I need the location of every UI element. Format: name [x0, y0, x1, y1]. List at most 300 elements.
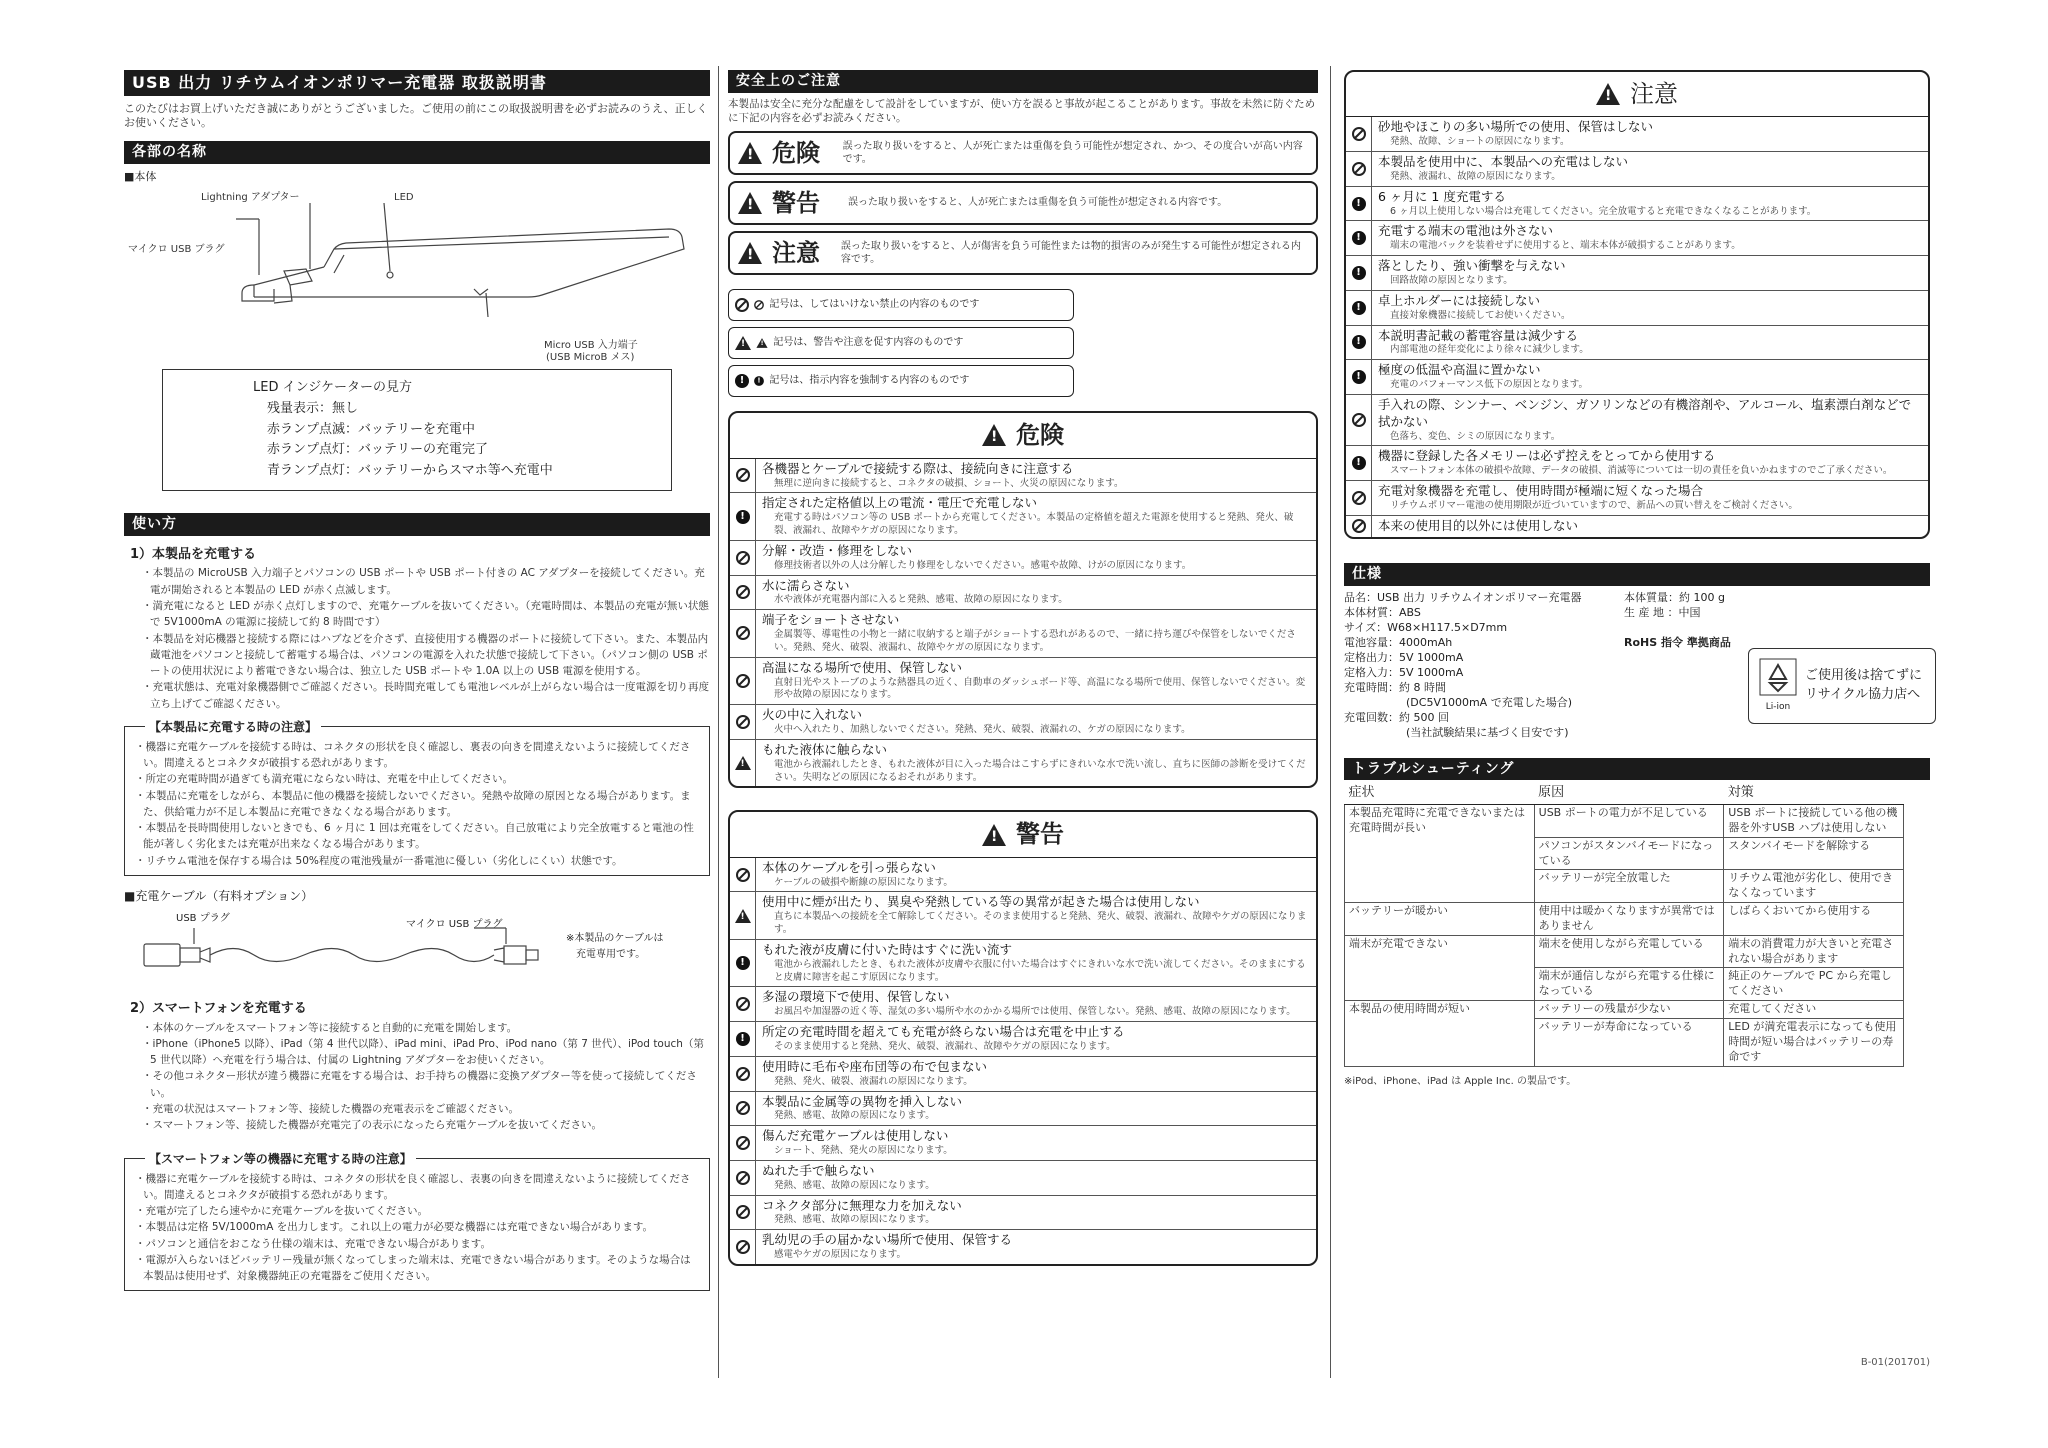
level-desc: 誤った取り扱いをすると、人が死亡または重傷を負う可能性が想定される内容です。: [848, 197, 1228, 209]
mandatory-icon: !: [735, 374, 749, 388]
recycle-icon-wrap: [1757, 657, 1799, 714]
prohibit-icon: [736, 1101, 750, 1115]
charging-caution-item: ・所定の充電時間が過ぎても満充電にならない時は、充電を中止してください。: [135, 773, 513, 786]
fix-cell: LED が満充電表示になっても使用時間が短い場合はバッテリーの寿命です: [1724, 1019, 1904, 1067]
item-heading: 本製品を使用中に、本製品への充電はしない: [1378, 154, 1629, 170]
item-icon-cell: [1346, 360, 1372, 394]
item-detail: 回路故障の原因となります。: [1390, 275, 1513, 287]
item-detail: 直ちに本製品への接続を全て解除してください。そのまま使用すると発熱、発火、破裂、液漏れ、故障やケガの原因になります。: [774, 911, 1307, 936]
cause-cell: バッテリーが完全放電した: [1534, 870, 1724, 903]
legend-row: 赤ランプ点灯：バッテリーの充電完了: [267, 442, 489, 458]
item-text: [756, 541, 1197, 575]
prohibit-icon: [736, 1171, 750, 1185]
recycle-text-2: リサイクル協力店へ: [1805, 686, 1921, 702]
warning-list: [730, 858, 1316, 1264]
safety-item: [1346, 446, 1928, 481]
spec-size: サイズ：W68×H117.5×D7mm: [1344, 620, 1508, 634]
document-code: B-01(201701): [1860, 1357, 1930, 1368]
prohibit-icon: [736, 585, 750, 599]
body-label: ■本体: [124, 170, 157, 184]
col-fix: 対策: [1724, 782, 1904, 804]
spec-capacity: 電池容量：4000mAh: [1344, 635, 1453, 649]
cause-cell: バッテリーが寿命になっている: [1534, 1019, 1724, 1067]
item-heading: 本説明書記載の蓄電容量は減少する: [1378, 327, 1579, 343]
item-text: [1372, 516, 1584, 537]
cable-note-1: ※本製品のケーブルは: [566, 933, 664, 945]
warning-triangle-icon: [738, 192, 762, 214]
cable-illustration: [134, 922, 554, 992]
danger-box: [728, 411, 1318, 788]
spec-charge-time-note: (DC5V1000mA で充電した場合): [1406, 695, 1572, 709]
item-text: [756, 1057, 993, 1091]
item-text: [756, 940, 1316, 987]
item-heading: 極度の低温や高温に置かない: [1378, 362, 1541, 378]
item-icon-cell: [730, 1196, 756, 1230]
safety-item: [730, 858, 1316, 893]
smartphone-caution-box: [124, 1151, 710, 1292]
mandatory-icon: !: [736, 1032, 750, 1046]
item-heading: 本来の使用目的以外には使用しない: [1378, 517, 1579, 533]
cable-title: ■充電ケーブル（有料オプション）: [124, 888, 314, 903]
caution-title: 注意: [1630, 80, 1678, 108]
item-heading: 手入れの際、シンナー、ベンジン、ガソリンなどの有機溶剤や、アルコール、塩素漂白剤などで拭かない: [1378, 396, 1912, 429]
item-icon-cell: [730, 987, 756, 1021]
caution-list: [1346, 117, 1928, 536]
item-detail: 発熱、発火、破裂、液漏れの原因になります。: [774, 1075, 973, 1087]
item-detail: 火中へ入れたり、加熱しないでください。発熱、発火、破裂、液漏れの、ケガの原因になります。: [774, 724, 1191, 736]
cable-diagram: [124, 908, 710, 998]
fix-cell: USB ポートに接続している他の機器を外すUSB ハブは使用しない: [1724, 805, 1904, 838]
item-text: [756, 459, 1130, 493]
item-icon-cell: [730, 493, 756, 540]
caution-triangle-icon: [735, 756, 751, 770]
item-heading: 多湿の環境下で使用、保管しない: [762, 989, 950, 1005]
item-icon-cell: [730, 1022, 756, 1056]
safety-item: [730, 541, 1316, 576]
table-row: [1345, 805, 1904, 838]
item-detail: 発熱、感電、故障の原因になります。: [774, 1179, 935, 1191]
level-warning: [728, 181, 1318, 225]
item-heading: ぬれた手で触らない: [762, 1162, 875, 1178]
item-text: [1372, 256, 1572, 290]
charging-caution-item: ・機器に充電ケーブルを接続する時は、コネクタの形状を良く確認し、裏表の向きを間違えないように接続してください。間違えるとコネクタが破損する恐れがあります。: [135, 740, 691, 770]
label-micro-usb-port-type: (USB MicroB メス): [546, 352, 635, 364]
level-desc: 誤った取り扱いをすると、人が傷害を負う可能性または物的損害のみが発生する可能性が想定される内容です。: [840, 240, 1301, 266]
item-detail: 修理技術者以外の人は分解したり修理をしないでください。感電や故障、けがの原因になります。: [774, 559, 1192, 571]
product-diagram: [124, 189, 710, 364]
item-detail: 端末の電池パックを装着せずに使用すると、端末本体が破損することがあります。: [1390, 240, 1741, 252]
trademark-footnote: ※iPod、iPhone、iPad は Apple Inc. の製品です。: [1344, 1075, 1577, 1087]
caution-triangle-icon: [735, 909, 751, 923]
led-indicator-legend: [162, 369, 672, 491]
warning-triangle-icon: [738, 142, 762, 164]
item-text: [756, 1126, 959, 1160]
usage-1-title: 1）本製品を充電する: [130, 546, 257, 562]
prohibit-icon: [1352, 491, 1366, 505]
mandatory-icon: !: [1352, 231, 1366, 245]
item-text: [756, 1022, 1131, 1056]
section-header-usage: 使い方: [124, 513, 710, 536]
item-icon-cell: [730, 459, 756, 493]
item-detail: 水や液体が充電器内部に入ると発熱、感電、故障の原因になります。: [774, 594, 1068, 606]
level-word: 注意: [772, 239, 820, 268]
item-icon-cell: [730, 858, 756, 892]
warning-triangle-icon: [982, 424, 1006, 446]
usage-2-title: 2）スマートフォンを充電する: [130, 1001, 307, 1017]
spec-origin: 生 産 地 ：中国: [1624, 605, 1701, 619]
symptom-cell: 本製品充電時に充電できないまたは充電時間が長い: [1345, 805, 1535, 903]
item-detail: 色落ち、変色、シミの原因になります。: [1390, 430, 1561, 442]
item-detail: 電池から液漏れしたとき、もれた液体が皮膚や衣服に付いた場合はすぐにきれいな水で洗い流してください。そのままにすると皮膚に障害を起こす原因になります。: [774, 958, 1306, 983]
table-row: [1345, 935, 1904, 968]
safety-item: [1346, 291, 1928, 326]
item-heading: 傷んだ充電ケーブルは使用しない: [762, 1128, 949, 1144]
recycle-mark-box: [1748, 648, 1936, 724]
usage-2-item: ・充電の状況はスマートフォン等、接続した機器の充電表示をご確認ください。: [142, 1103, 519, 1116]
item-text: [756, 1196, 968, 1230]
item-detail: ケーブルの破損や断線の原因になります。: [774, 876, 953, 888]
charging-caution-item: ・本製品を長時間使用しないときでも、6 ヶ月に 1 回は充電をしてください。自己放電により完全放電すると電池の性能が著しく劣化または充電が出来なくなる場合があります。: [135, 822, 694, 851]
item-icon-cell: [1346, 291, 1372, 325]
item-heading: 所定の充電時間を超えても充電が終らない場合は充電を中止する: [762, 1024, 1125, 1040]
item-heading: 卓上ホルダーには接続しない: [1378, 292, 1541, 308]
symbol-desc: 記号は、してはいけない禁止の内容のものです: [769, 299, 980, 311]
symbol-desc: 記号は、指示内容を強制する内容のものです: [769, 375, 970, 387]
item-text: [1372, 117, 1659, 151]
item-icon-cell: [1346, 117, 1372, 151]
item-icon-cell: [730, 705, 756, 739]
symptom-cell: 端末が充電できない: [1345, 935, 1535, 1000]
item-detail: ショート、発熱、発火の原因になります。: [774, 1145, 953, 1157]
cause-cell: 端末が通信しながら充電する仕様になっている: [1534, 968, 1724, 1001]
item-text: [1372, 326, 1595, 360]
item-heading: 機器に登録した各メモリーは必ず控えをとってから使用する: [1378, 448, 1716, 464]
safety-item: [730, 892, 1316, 940]
item-icon-cell: [730, 740, 756, 787]
legend-row: 青ランプ点灯：バッテリーからスマホ等へ充電中: [267, 463, 553, 479]
usage-2-item: ・スマートフォン等、接続した機器が充電完了の表示になったら充電ケーブルを抜いてください。: [142, 1119, 603, 1132]
item-icon-cell: [1346, 187, 1372, 221]
table-row: [1345, 903, 1904, 936]
safety-item: [730, 1196, 1316, 1231]
fix-cell: 充電してください: [1724, 1001, 1904, 1019]
item-icon-cell: [730, 610, 756, 657]
symbol-desc: 記号は、警告や注意を促す内容のものです: [773, 337, 964, 349]
item-heading: 水に濡らさない: [762, 577, 850, 593]
item-detail: スマートフォン本体の破損や故障、データの破損、消滅等については一切の責任を負いかねますのでご了承ください。: [1390, 465, 1893, 477]
warning-triangle-icon: [1596, 83, 1620, 105]
item-detail: 発熱、感電、故障の原因になります。: [774, 1214, 935, 1226]
item-icon-cell: [730, 1161, 756, 1195]
safety-item: [730, 610, 1316, 658]
safety-item: [1346, 221, 1928, 256]
mandatory-icon: !: [1352, 266, 1366, 280]
usage-1-item: ・本製品の MicroUSB 入力端子とパソコンの USB ポートや USB ポート付きの AC アダプターを接続してください。充電が開始されると本製品の LED が赤く点滅します。: [142, 567, 705, 596]
charging-caution-title: 【本製品に充電する時の注意】: [145, 719, 321, 735]
item-heading: 分解・改造・修理をしない: [762, 542, 913, 558]
item-heading: 指定された定格値以上の電流・電圧で充電しない: [762, 495, 1038, 511]
item-icon-cell: [730, 892, 756, 939]
safety-item: [1346, 326, 1928, 361]
item-detail: 発熱、液漏れ、故障の原因になります。: [1390, 170, 1561, 182]
mandatory-icon: !: [736, 510, 750, 524]
section-header-spec: 仕様: [1344, 563, 1930, 586]
smartphone-caution-item: ・パソコンと通信をおこなう仕様の端末は、充電できない場合があります。: [135, 1237, 491, 1250]
legend-title: LED インジケーターの見方: [253, 380, 413, 396]
col-cause: 原因: [1534, 782, 1724, 804]
spec-weight: 本体質量：約 100 g: [1624, 590, 1725, 604]
item-icon-cell: [730, 658, 756, 705]
label-led: LED: [394, 192, 414, 204]
smartphone-caution-title: 【スマートフォン等の機器に充電する時の注意】: [145, 1151, 416, 1167]
item-icon-cell: [1346, 221, 1372, 255]
item-icon-cell: [730, 1057, 756, 1091]
item-heading: 使用中に煙が出たり、異臭や発熱している等の異常が起きた場合は使用しない: [762, 894, 1200, 910]
spec-charge-time: 充電時間：約 8 時間: [1344, 680, 1446, 694]
item-icon-cell: [730, 1126, 756, 1160]
symbol-mandatory-row: [728, 365, 1074, 397]
prohibit-icon: [736, 1136, 750, 1150]
item-icon-cell: [730, 1230, 756, 1264]
mandatory-icon: !: [1352, 370, 1366, 384]
item-detail: 直射日光やストーブのような熱器具の近く、自動車のダッシュボード等、高温になる場所で使用、保管しないでください。変形や故障の原因になります。: [774, 676, 1306, 701]
item-heading: 各機器とケーブルで接続する際は、接続向きに注意する: [762, 460, 1074, 476]
label-micro-usb-port: Micro USB 入力端子: [544, 340, 638, 352]
fix-cell: スタンバイモードを解除する: [1724, 837, 1904, 870]
item-text: [756, 1092, 968, 1126]
item-text: [756, 576, 1074, 610]
item-detail: 発熱、感電、故障の原因になります。: [774, 1110, 935, 1122]
safety-item: [730, 705, 1316, 740]
safety-item: [1346, 360, 1928, 395]
safety-item: [730, 1230, 1316, 1264]
usage-2-item: ・iPhone（iPhone5 以降）、iPad（第 4 世代以降）、iPad mini、iPad Pro、iPod nano（第 7 世代）、iPod touch（第 5 世代以降）へ充電を行う場合は、付属の Lightning アダプターをお使いください。: [142, 1037, 704, 1067]
intro-text: このたびはお買上げいただき誠にありがとうございました。ご使用の前にこの取扱説明書を必ずお読みのうえ、正しくお使いください。: [124, 101, 708, 130]
symptom-cell: バッテリーが暖かい: [1345, 903, 1535, 936]
caution-triangle-icon: [735, 336, 751, 350]
charging-caution-item: ・本製品に充電をしながら、本製品に他の機器を接続しないでください。発熱や故障の原因となる場合があります。また、供給電力が不足し本製品に充電できなくなる場合があります。: [135, 789, 691, 818]
safety-item: [730, 1092, 1316, 1127]
safety-intro: 本製品は安全に充分な配慮をして設計をしていますが、使い方を誤ると事故が起こることがあります。事故を未然に防ぐために下記の内容を必ずお読みください。: [728, 97, 1316, 125]
item-detail: そのまま使用すると発熱、発火、破裂、液漏れ、故障やケガの原因になります。: [774, 1041, 1116, 1053]
level-caution: [728, 231, 1318, 275]
cause-cell: パソコンがスタンバイモードになっている: [1534, 837, 1724, 870]
power-bank-illustration: [124, 189, 710, 359]
item-detail: 無理に逆向きに接続すると、コネクタの破損、ショート、火災の原因になります。: [774, 477, 1124, 489]
danger-list: [730, 459, 1316, 787]
recycle-text-1: ご使用後は捨てずに: [1805, 668, 1923, 684]
item-icon-cell: [1346, 395, 1372, 446]
prohibit-icon: [736, 1240, 750, 1254]
table-row: [1345, 1001, 1904, 1019]
item-detail: 発熱、故障、ショートの原因になります。: [1390, 136, 1570, 148]
item-text: [756, 1161, 941, 1195]
safety-item: [1346, 256, 1928, 291]
fix-cell: 端末の消費電力が大きいと充電されない場合があります: [1724, 935, 1904, 968]
prohibit-icon: [754, 300, 764, 310]
symptom-cell: 本製品の使用時間が短い: [1345, 1001, 1535, 1066]
item-detail: 感電やケガの原因になります。: [774, 1249, 907, 1261]
label-lightning-adapter: Lightning アダプター: [201, 192, 300, 204]
usage-2-item: ・その他コネクター形状が違う機器に充電をする場合は、お手持ちの機器に変換アダプター等を使って接続してください。: [142, 1070, 697, 1099]
column-3: [1344, 70, 1930, 1088]
item-text: [756, 858, 959, 892]
spec-cycles: 充電回数：約 500 回: [1344, 710, 1449, 724]
safety-item: [730, 1057, 1316, 1092]
usage-1-item: ・満充電になると LED が赤く点灯しますので、充電ケーブルを抜いてください。（充電時間は、本製品の充電が無い状態で 5V1000mA の電源に接続して約 8 時間です）: [142, 599, 709, 629]
prohibit-icon: [736, 715, 750, 729]
item-heading: 端子をショートさせない: [762, 612, 900, 628]
prohibit-icon: [1352, 519, 1366, 533]
item-heading: 火の中に入れない: [762, 707, 863, 723]
troubleshooting-table: [1344, 782, 1904, 1066]
item-detail: 充電のパフォーマンス低下の原因となります。: [1390, 379, 1588, 391]
item-icon-cell: [730, 1092, 756, 1126]
safety-item: [1346, 152, 1928, 187]
col-symptom: 症状: [1345, 782, 1535, 804]
safety-item: [730, 1126, 1316, 1161]
fix-cell: 純正のケーブルで PC から充電してください: [1724, 968, 1904, 1001]
warning-triangle-icon: [738, 242, 762, 264]
item-heading: 本体のケーブルを引っ張らない: [762, 859, 936, 875]
item-heading: もれた液体に触らない: [762, 741, 888, 757]
prohibit-icon: [1352, 413, 1366, 427]
mandatory-icon: !: [1352, 335, 1366, 349]
mandatory-icon: !: [736, 956, 750, 970]
level-danger: [728, 131, 1318, 175]
usage-1-item: ・本製品を対応機器と接続する際にはハブなどを介さず、直接使用する機器のポートに接続して下さい。また、本製品内蔵電池をパソコンと接続して蓄電する場合は、パソコンの電源を入れた状態で接続して下さい。（パソコン側の USB ポートの使用状況により蓄電できない場合は、独立した USB ポートや 1.0A 以上の USB 電源を使用する。: [142, 632, 709, 678]
mandatory-icon: !: [754, 376, 764, 386]
spec-block: [1344, 590, 1930, 750]
item-text: [1372, 360, 1594, 394]
item-text: [1372, 481, 1804, 515]
smartphone-caution-item: ・機器に充電ケーブルを接続する時は、コネクタの形状を良く確認し、表裏の向きを間違えないように接続してください。間違えるとコネクタが破損する恐れがあります。: [135, 1172, 691, 1201]
item-text: [756, 658, 1316, 705]
safety-item: [730, 1161, 1316, 1196]
item-text: [756, 705, 1197, 739]
spec-rohs: RoHS 指令 準拠商品: [1624, 635, 1731, 649]
caution-triangle-icon: [757, 338, 768, 348]
document-title: USB 出力 リチウムイオンポリマー充電器 取扱説明書: [124, 70, 710, 96]
recycle-icon: [1758, 657, 1798, 697]
column-2: [728, 70, 1318, 1266]
section-header-troubleshooting: トラブルシューティング: [1344, 758, 1930, 781]
item-heading: コネクタ部分に無理な力を加えない: [762, 1197, 962, 1213]
level-word: 危険: [772, 139, 820, 168]
caution-box: [1344, 70, 1930, 539]
item-icon-cell: [1346, 481, 1372, 515]
item-icon-cell: [1346, 516, 1372, 537]
prohibit-icon: [736, 1067, 750, 1081]
spec-input: 定格入力：5V 1000mA: [1344, 665, 1464, 679]
smartphone-caution-item: ・電源が入らないほどバッテリー残量が無くなってしまった端末は、充電できない場合があります。そのような場合は本製品は使用せず、対象機器純正の充電器をご使用ください。: [135, 1253, 691, 1283]
safety-item: [730, 493, 1316, 541]
item-text: [756, 987, 1302, 1021]
column-1: [124, 70, 710, 1291]
prohibit-icon: [736, 626, 750, 640]
item-text: [1372, 446, 1898, 480]
spec-cycles-note: (当社試験結果に基づく目安です): [1406, 725, 1569, 739]
item-heading: 高温になる場所で使用、保管しない: [762, 659, 963, 675]
item-text: [1372, 395, 1928, 446]
item-heading: 乳幼児の手の届かない場所で使用、保管する: [762, 1232, 1013, 1248]
item-heading: 使用時に毛布や座布団等の布で包まない: [762, 1058, 988, 1074]
safety-item: [1346, 187, 1928, 222]
safety-item: [1346, 516, 1928, 537]
item-icon-cell: [730, 940, 756, 987]
item-text: [756, 892, 1316, 939]
fix-cell: リチウム電池が劣化し、使用できなくなっています: [1724, 870, 1904, 903]
prohibit-icon: [736, 997, 750, 1011]
prohibit-icon: [736, 1205, 750, 1219]
item-text: [756, 740, 1316, 787]
item-icon-cell: [1346, 326, 1372, 360]
warning-box: [728, 810, 1318, 1266]
prohibit-icon: [736, 674, 750, 688]
smartphone-caution-item: ・本製品は定格 5V/1000mA を出力します。これ以上の電力が必要な機器には充電できない場合があります。: [135, 1221, 654, 1234]
item-heading: 6 ヶ月に 1 度充電する: [1378, 188, 1506, 204]
prohibit-icon: [736, 551, 750, 565]
spec-name: 品名：USB 出力 リチウムイオンポリマー充電器: [1344, 590, 1582, 604]
spec-material: 本体材質：ABS: [1344, 605, 1421, 619]
item-text: [756, 493, 1316, 540]
level-desc: 誤った取り扱いをすると、人が死亡または重傷を負う可能性が想定され、かつ、その度合いが高い内容です。: [842, 140, 1303, 166]
charging-caution-item: ・リチウム電池を保存する場合は 50%程度の電池残量が一番電池に優しい（劣化しにくい）状態です。: [135, 854, 623, 867]
prohibit-icon: [1352, 127, 1366, 141]
cause-cell: USB ポートの電力が不足している: [1534, 805, 1724, 838]
prohibit-icon: [735, 298, 749, 312]
cause-cell: バッテリーの残量が少ない: [1534, 1001, 1724, 1019]
symbol-prohibit-row: [728, 289, 1074, 321]
item-detail: 6 ヶ月以上使用しない場合は充電してください。完全放電すると充電できなくなることがあります。: [1390, 205, 1817, 217]
prohibit-icon: [736, 468, 750, 482]
item-heading: 充電する端末の電池は外さない: [1378, 223, 1554, 239]
mandatory-icon: !: [1352, 197, 1366, 211]
item-heading: 落としたり、強い衝撃を与えない: [1378, 258, 1566, 274]
item-icon-cell: [1346, 256, 1372, 290]
charging-caution-box: [124, 719, 710, 876]
symbol-caution-row: [728, 327, 1074, 359]
column-divider-1: [718, 66, 719, 1378]
cable-usb-plug-label: USB プラグ: [176, 913, 230, 925]
label-micro-usb-plug: マイクロ USB ブラグ: [128, 244, 225, 256]
safety-item: [730, 740, 1316, 787]
item-icon-cell: [1346, 446, 1372, 480]
safety-item: [730, 576, 1316, 611]
safety-item: [730, 1022, 1316, 1057]
mandatory-icon: !: [1352, 456, 1366, 470]
column-divider-2: [1330, 66, 1331, 1378]
safety-item: [730, 987, 1316, 1022]
item-heading: 本製品に金属等の異物を挿入しない: [762, 1093, 963, 1109]
item-text: [1372, 221, 1747, 255]
warning-triangle-icon: [982, 824, 1006, 846]
safety-item: [730, 658, 1316, 706]
item-text: [1372, 152, 1634, 186]
item-detail: 金属製等、導電性の小物と一緒に収納すると端子がショートする恐れがあるので、一緒に持ち運びや保管をしないでください。発熱、発火、破裂、液漏れ、故障やケガの原因になります。: [774, 629, 1296, 653]
cable-note-2: 充電専用です。: [576, 949, 646, 961]
item-detail: 直接対象機器に接続してお使いください。: [1390, 309, 1571, 321]
item-detail: 電池から液漏れしたとき、もれた液体が目に入った場合はこすらずにきれいな水で洗い流し、直ちに医師の診断を受けてください。失明などの原因になるおそれがあります。: [774, 758, 1306, 783]
legend-row: 残量表示：無し: [267, 400, 359, 416]
danger-title: 危険: [1016, 421, 1064, 450]
section-header-safety: 安全上のご注意: [728, 70, 1318, 93]
level-word: 警告: [772, 189, 820, 218]
item-text: [1372, 291, 1577, 325]
usage-1-item: ・充電状態は、充電対象機器側でご確認ください。長時間充電しても電池レベルが上がらない場合は一度電源を切り再度立ち上げてご確認ください。: [142, 681, 709, 710]
item-detail: 充電する時はパソコン等の USB ポートから充電してください。本製品の定格値を超えた電源を使用すると発熱、発火、破裂、液漏れ、故障やケガの原因になります。: [774, 512, 1294, 536]
item-detail: お風呂や加湿器の近く等、湿気の多い場所や水のかかる場所では使用、保管しない。発熱、感電、故障の原因になります。: [774, 1006, 1296, 1018]
